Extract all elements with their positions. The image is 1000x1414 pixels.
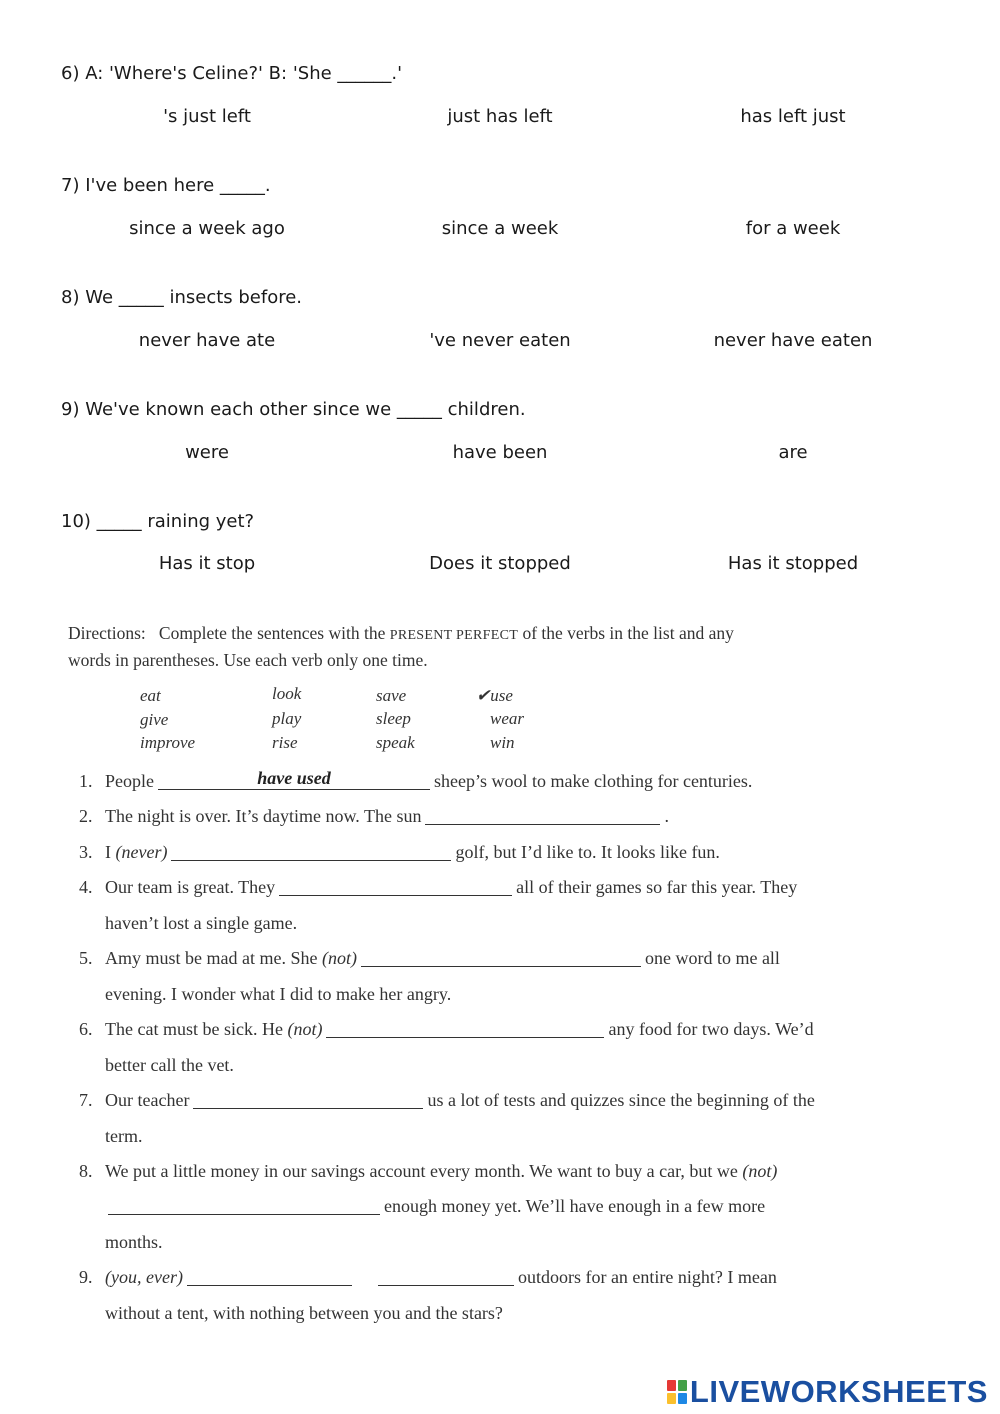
logo-icon — [666, 1379, 688, 1405]
answer-blank[interactable] — [326, 1019, 604, 1038]
answer-option[interactable]: 've never eaten — [429, 330, 571, 351]
answer-input[interactable] — [378, 1263, 514, 1285]
item-continuation: evening. I wonder what I did to make her angry. — [105, 984, 452, 1004]
item-line: Amy must be mad at me. She (not) one word to me all — [105, 948, 780, 969]
item-number: 9. — [79, 1267, 93, 1287]
answer-option[interactable]: Does it stopped — [429, 553, 571, 574]
answer-input[interactable] — [279, 873, 512, 895]
item-number: 7. — [79, 1090, 93, 1110]
answer-blank[interactable] — [187, 1267, 352, 1286]
answer-input[interactable] — [361, 944, 641, 966]
answer-option[interactable]: have been — [452, 442, 548, 463]
item-number: 3. — [79, 842, 93, 862]
verb-item: ✔use — [476, 686, 513, 705]
item-continuation: without a tent, with nothing between you and the stars? — [105, 1303, 503, 1323]
item-line: enough money yet. We’ll have enough in a few more — [108, 1196, 765, 1217]
directions-text: words in parentheses. Use each verb only one time. — [68, 650, 428, 670]
directions-emphasis: PRESENT PERFECT — [389, 628, 519, 643]
item-number: 5. — [79, 948, 93, 968]
check-icon: ✔ — [476, 686, 491, 705]
item-continuation: haven’t lost a single game. — [105, 913, 298, 933]
item-line: People have used sheep’s wool to make clothing for centuries. — [105, 771, 752, 792]
item-continuation: months. — [105, 1232, 163, 1252]
verb-item: wear — [490, 709, 524, 728]
answer-input[interactable] — [108, 1192, 380, 1214]
answer-option[interactable]: for a week — [745, 218, 841, 239]
answer-option[interactable]: since a week — [441, 218, 559, 239]
question-prompt: 10) _____ raining yet? — [61, 511, 255, 532]
logo-text: LIVEWORKSHEETS — [689, 1374, 988, 1409]
answer-blank[interactable] — [361, 948, 641, 967]
question-prompt: 8) We _____ insects before. — [61, 287, 303, 308]
verb-item: look — [272, 684, 302, 703]
item-number: 2. — [79, 806, 93, 826]
item-number: 4. — [79, 877, 93, 897]
item-line: We put a little money in our savings account every month. We want to buy a car, but we (not) — [105, 1161, 778, 1181]
answer-option[interactable]: were — [185, 442, 229, 463]
answer-blank[interactable] — [425, 806, 660, 825]
directions — [68, 621, 898, 672]
item-line: The night is over. It’s daytime now. The sun . — [105, 806, 669, 827]
answer-option[interactable]: never have ate — [138, 330, 276, 351]
directions-label: Directions: — [68, 623, 146, 643]
question-prompt: 7) I've been here _____. — [61, 175, 271, 196]
answer-input[interactable] — [193, 1086, 423, 1108]
liveworksheets-logo — [666, 1374, 988, 1410]
item-number: 6. — [79, 1019, 93, 1039]
verb-item: play — [272, 709, 302, 728]
item-line: The cat must be sick. He (not) any food for two days. We’d — [105, 1019, 814, 1040]
directions-text: of the verbs in the list and any — [522, 623, 734, 643]
answer-blank[interactable] — [279, 877, 512, 896]
answer-option[interactable]: just has left — [447, 106, 553, 127]
question-prompt: 6) A: 'Where's Celine?' B: 'She ______.' — [61, 63, 403, 84]
verb-item: save — [376, 686, 407, 705]
answer-option[interactable]: never have eaten — [713, 330, 873, 351]
verb-item: eat — [140, 686, 161, 705]
item-line: Our team is great. They all of their games so far this year. They — [105, 877, 797, 898]
answer-input[interactable] — [425, 802, 660, 824]
answer-input[interactable] — [326, 1015, 604, 1037]
answer-input[interactable] — [187, 1263, 352, 1285]
answer-blank[interactable] — [108, 1196, 380, 1215]
answer-option[interactable]: 's just left — [163, 106, 251, 127]
answer-blank[interactable] — [193, 1090, 423, 1109]
verb-item: rise — [272, 733, 298, 752]
item-continuation: term. — [105, 1126, 143, 1146]
verb-item: sleep — [376, 709, 411, 728]
answer-blank[interactable] — [171, 842, 451, 861]
item-continuation: better call the vet. — [105, 1055, 234, 1075]
answer-input[interactable] — [171, 838, 451, 860]
item-line: I (never) golf, but I’d like to. It looks like fun. — [105, 842, 720, 863]
answer-input[interactable] — [158, 767, 430, 789]
answer-option[interactable]: are — [778, 442, 808, 463]
question-prompt: 9) We've known each other since we _____ children. — [61, 399, 526, 420]
item-number: 8. — [79, 1161, 93, 1181]
verb-item: give — [140, 710, 169, 729]
item-number: 1. — [79, 771, 93, 791]
answer-option[interactable]: Has it stop — [158, 553, 256, 574]
answer-option[interactable]: Has it stopped — [727, 553, 859, 574]
answer-blank[interactable] — [158, 771, 430, 790]
item-line: Our teacher us a lot of tests and quizzes since the beginning of the — [105, 1090, 815, 1111]
answer-option[interactable]: since a week ago — [129, 218, 285, 239]
verb-item: improve — [140, 733, 196, 752]
answer-blank[interactable] — [378, 1267, 514, 1286]
directions-text: Complete the sentences with the — [158, 623, 386, 643]
verb-item: speak — [376, 733, 415, 752]
verb-item: win — [490, 733, 515, 752]
item-line: (you, ever) outdoors for an entire night? I mean — [105, 1267, 777, 1288]
answer-option[interactable]: has left just — [740, 106, 846, 127]
